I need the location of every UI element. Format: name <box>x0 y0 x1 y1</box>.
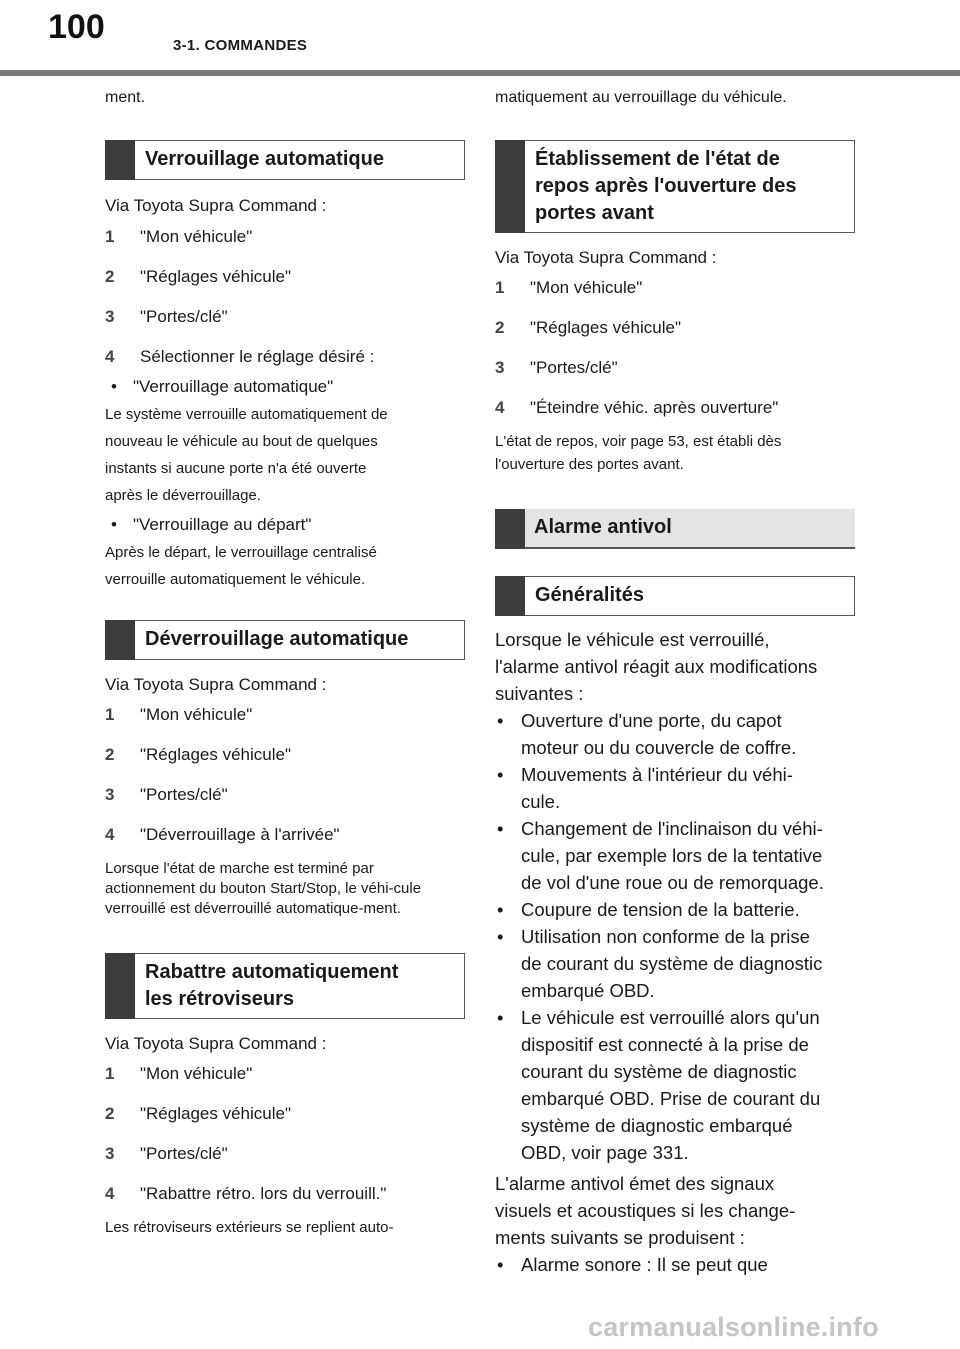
step-text: "Rabattre rétro. lors du verrouill." <box>140 1184 387 1203</box>
step-number: 2 <box>105 745 115 764</box>
step-item <box>105 1102 465 1126</box>
option-label: "Verrouillage automatique" <box>133 377 334 396</box>
left-column <box>105 82 465 1241</box>
step-text: "Portes/clé" <box>530 358 618 377</box>
section-heading-auto-unlock <box>105 620 465 660</box>
list-item: • Changement de l'inclinaison du véhi- cule, par exemple lors de la tentative de vol d'une roue ou de remorquage. <box>497 818 824 893</box>
right-column <box>495 82 855 1278</box>
step-item <box>105 1062 465 1086</box>
step-number: 2 <box>105 1104 115 1123</box>
body-text: Lorsque le véhicule est verrouillé, <box>495 629 770 650</box>
step-text: "Mon véhicule" <box>530 278 643 297</box>
heading-bar <box>105 620 135 660</box>
heading-bar <box>495 576 525 616</box>
step-text: "Réglages véhicule" <box>140 267 291 286</box>
step-number: 4 <box>105 1184 115 1203</box>
step-item <box>105 783 465 807</box>
section-title: Déverrouillage automatique <box>145 628 409 650</box>
section-title: Généralités <box>535 584 644 606</box>
step-text: "Portes/clé" <box>140 785 228 804</box>
heading-bar <box>495 509 525 549</box>
option-label: "Verrouillage au départ" <box>133 515 312 534</box>
list-item: • Le véhicule est verrouillé alors qu'un dispositif est connecté à la prise de courant du système de diagnostic embarqué OBD. Prise de courant du système de diagnostic embarqué OBD, voir page 331. <box>497 1007 821 1163</box>
step-number: 4 <box>105 347 115 366</box>
step-text: "Déverrouillage à l'arrivée" <box>140 825 340 844</box>
step-number: 4 <box>495 398 505 417</box>
step-number: 3 <box>105 785 115 804</box>
option-desc: instants si aucune porte n'a été ouverte <box>105 460 367 477</box>
step-item <box>495 316 855 340</box>
list-item: • Utilisation non conforme de la prise de courant du système de diagnostic embarqué OBD. <box>497 926 823 1001</box>
step-item <box>495 276 855 300</box>
option-bullet: • "Verrouillage automatique" <box>111 377 334 396</box>
section-title: Rabattre automatiquement les rétroviseurs <box>145 961 399 1010</box>
via-line: Via Toyota Supra Command : <box>105 1034 327 1053</box>
continued-text: ment. <box>105 89 146 106</box>
step-number: 1 <box>105 1064 115 1083</box>
step-text: "Mon véhicule" <box>140 227 253 246</box>
option-desc: verrouille automatiquement le véhicule. <box>105 571 366 588</box>
note-text: l'ouverture des portes avant. <box>495 456 684 473</box>
step-text: "Réglages véhicule" <box>140 745 291 764</box>
step-number: 1 <box>105 705 115 724</box>
note-text: Lorsque l'état de marche est terminé par actionnement du bouton Start/Stop, le véhi-cule verrouillé est déverrouillé automatique-ment. <box>105 860 422 917</box>
step-item <box>105 1142 465 1166</box>
step-number: 2 <box>105 267 115 286</box>
list-item: • Ouverture d'une porte, du capot moteur ou du couvercle de coffre. <box>497 710 797 758</box>
via-line: Via Toyota Supra Command : <box>105 675 327 694</box>
section-heading-fold-mirrors <box>105 953 465 1019</box>
step-text: "Portes/clé" <box>140 307 228 326</box>
body-text: L'alarme antivol émet des signaux <box>495 1173 775 1194</box>
list-item: • Mouvements à l'intérieur du véhi- cule. <box>497 764 793 812</box>
section-heading-rest-state <box>495 140 855 233</box>
step-number: 3 <box>105 307 115 326</box>
continued-text: matiquement au verrouillage du véhicule. <box>495 89 787 106</box>
body-text: visuels et acoustiques si les change- <box>495 1200 796 1221</box>
option-bullet: • "Verrouillage au départ" <box>111 515 312 534</box>
step-item <box>105 1182 465 1206</box>
option-desc: Après le départ, le verrouillage centralisé <box>105 544 377 561</box>
step-item <box>105 265 465 289</box>
option-desc: Le système verrouille automatiquement de <box>105 406 388 423</box>
body-text: ments suivants se produisent : <box>495 1227 745 1248</box>
heading-bar <box>105 140 135 180</box>
step-text: "Éteindre véhic. après ouverture" <box>530 398 779 417</box>
step-item <box>495 356 855 380</box>
chapter-title: 3-1. COMMANDES <box>173 37 308 54</box>
step-number: 1 <box>105 227 115 246</box>
step-number: 3 <box>105 1144 115 1163</box>
section-title: Établissement de l'état de repos après l'ouverture des portes avant <box>535 148 797 224</box>
page-header <box>0 0 960 78</box>
continued-text: Les rétroviseurs extérieurs se replient auto- <box>105 1219 394 1236</box>
page-number: 100 <box>48 8 105 46</box>
section-title: Verrouillage automatique <box>145 148 384 170</box>
step-number: 4 <box>105 825 115 844</box>
heading-bar <box>495 140 525 233</box>
option-desc: nouveau le véhicule au bout de quelques <box>105 433 378 450</box>
note-text: L'état de repos, voir page 53, est établi dès <box>495 433 782 450</box>
via-line: Via Toyota Supra Command : <box>105 196 327 215</box>
list-item: • Alarme sonore : Il se peut que <box>497 1254 768 1275</box>
step-item <box>105 345 465 369</box>
step-item <box>105 743 465 767</box>
step-item <box>105 823 465 847</box>
step-text: "Réglages véhicule" <box>140 1104 291 1123</box>
body-text: l'alarme antivol réagit aux modifications <box>495 656 818 677</box>
header-divider <box>0 70 960 76</box>
step-text: Sélectionner le réglage désiré : <box>140 347 375 366</box>
step-item <box>105 305 465 329</box>
step-item <box>495 396 855 420</box>
section-title: Alarme antivol <box>534 516 672 538</box>
step-number: 3 <box>495 358 505 377</box>
section-heading-alarm <box>495 509 855 549</box>
step-item <box>105 703 465 727</box>
option-desc: après le déverrouillage. <box>105 487 261 504</box>
body-text: suivantes : <box>495 683 584 704</box>
step-number: 1 <box>495 278 505 297</box>
watermark-text: carmanualsonline.info <box>588 1312 879 1342</box>
heading-bar <box>105 953 135 1019</box>
step-text: "Mon véhicule" <box>140 705 253 724</box>
step-number: 2 <box>495 318 505 337</box>
step-text: "Mon véhicule" <box>140 1064 253 1083</box>
section-heading-general <box>495 576 855 616</box>
step-item <box>105 225 465 249</box>
section-heading-auto-lock <box>105 140 465 180</box>
via-line: Via Toyota Supra Command : <box>495 248 717 267</box>
step-text: "Réglages véhicule" <box>530 318 681 337</box>
step-text: "Portes/clé" <box>140 1144 228 1163</box>
list-item: • Coupure de tension de la batterie. <box>497 899 800 920</box>
